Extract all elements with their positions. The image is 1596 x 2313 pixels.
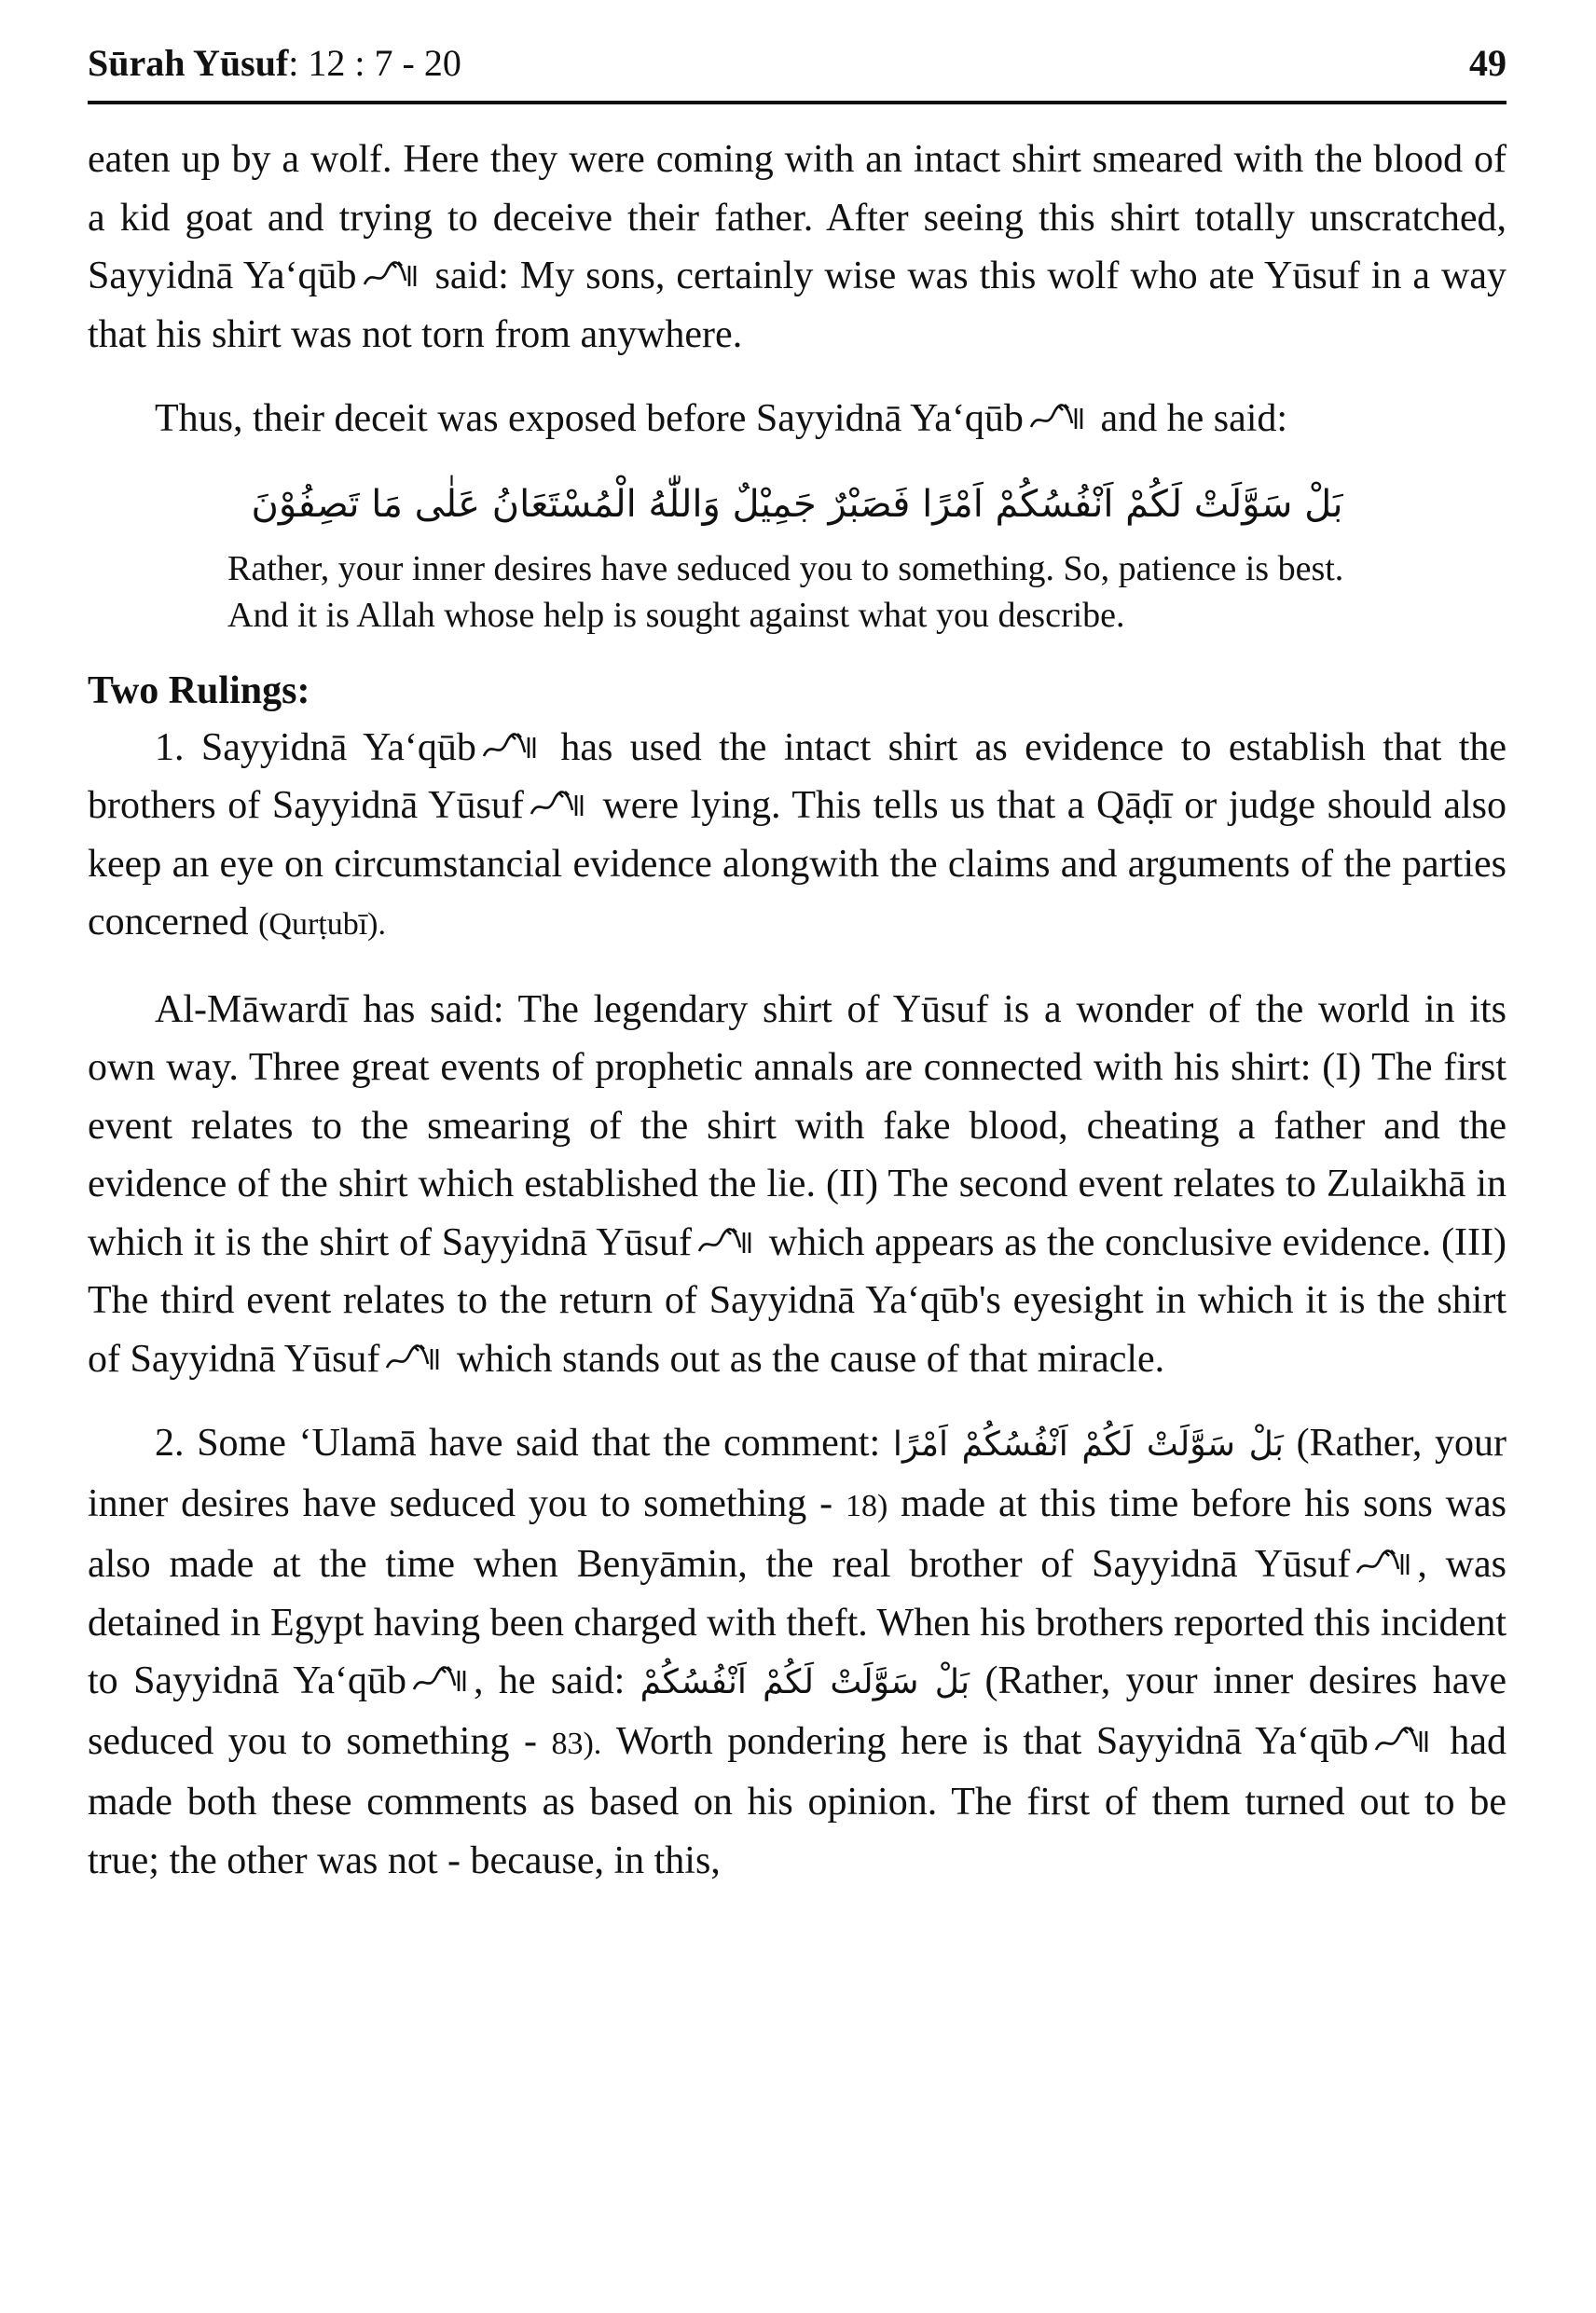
text-run: which stands out as the cause of that miracle.	[456, 1337, 1165, 1381]
text-run: Thus, their deceit was exposed before Sayyidnā Ya‘qūb	[155, 397, 1024, 440]
text-run: (Rather, your inner desires have seduced you to something -	[88, 1659, 1507, 1763]
text-run: were lying. This tells us that a Qāḍī or judge should also keep an eye on circumstancial evidence alongwith the claims and arguments of the parties concerned	[88, 784, 1507, 943]
running-header	[88, 41, 1507, 97]
verse-number: 83).	[551, 1726, 602, 1761]
salutation-glyph-icon	[480, 732, 540, 764]
section-heading: Two Rulings:	[88, 668, 310, 712]
paragraph-2	[88, 390, 1507, 448]
verse-translation: Rather, your inner desires have seduced you to something. So, patience is best. And it is Allah whose help is sought against what you describe.	[227, 548, 1344, 635]
text-run: , he said:	[473, 1659, 626, 1702]
salutation-glyph-icon	[695, 1227, 755, 1259]
paragraph-3	[88, 981, 1507, 1389]
text-run: which appears as the conclusive evidence. (III) The third event relates to the return of Sayyidnā Ya‘qūb's eyesight in which it is the shirt of Sayyidnā Yūsuf	[88, 1220, 1507, 1381]
verse-number: 18)	[845, 1488, 888, 1523]
text-run: said: My sons, certainly wise was this wolf who ate Yūsuf in a way that his shirt was not torn from anywhere.	[88, 255, 1507, 356]
salutation-glyph-icon	[1354, 1549, 1413, 1580]
text-run: 1. Sayyidnā Ya‘qūb	[155, 725, 476, 769]
salutation-glyph-icon	[361, 260, 420, 292]
salutation-glyph-icon	[1027, 403, 1087, 434]
text-run: eaten up by a wolf. Here they were coming with an intact shirt smeared with the blood of a kid goat and trying to deceive their father. After seeing this shirt totally unscratched, Sayyidnā Ya‘qūb	[88, 138, 1507, 297]
text-run: Worth pondering here is that Sayyidnā Ya‘qūb	[615, 1719, 1369, 1763]
page-number: 49	[1469, 42, 1507, 84]
text-run: , was detained in Egypt having been charged with theft. When his brothers reported this incident to Sayyidnā Ya‘qūb	[88, 1543, 1507, 1702]
text-run: made at this time before his sons was also made at the time when Benyāmin, the real brother of Sayyidnā Yūsuf	[88, 1481, 1507, 1586]
text-run: and he said:	[1100, 397, 1288, 440]
header-title	[88, 41, 461, 85]
paragraph-1	[88, 131, 1507, 364]
text-run: had made both these comments as based on his opinion. The first of them turned out to be true; the other was not - because, in this,	[88, 1719, 1507, 1882]
surah-name: Sūrah Yūsuf	[88, 42, 289, 84]
text-run: 2. Some ‘Ulamā have said that the comment:	[155, 1422, 881, 1465]
arabic-verse: بَلْ سَوَّلَتْ لَكُمْ اَنْفُسُكُمْ اَمْرًا فَصَبْرٌ جَمِيْلٌ وَاللّٰهُ الْمُسْتَعَانُ عَلٰى مَا تَصِفُوْنَ	[251, 482, 1343, 526]
text-run: has used the intact shirt as evidence to establish that the brothers of Sayyidnā Yūsuf	[88, 725, 1507, 827]
salutation-glyph-icon	[528, 790, 587, 821]
ruling-2	[88, 1414, 1507, 1890]
text-run: (Rather, your inner desires have seduced you to something -	[88, 1422, 1507, 1525]
salutation-glyph-icon	[383, 1343, 443, 1375]
citation: (Qurṭubī).	[258, 907, 386, 942]
header-rule	[88, 101, 1507, 104]
text-run: Al-Māwardī has said: The legendary shirt of Yūsuf is a wonder of the world in its own way. Three great events of prophetic annals are connected with his shirt: (I) The first event relates to the smearing of the shirt with fake blood, cheating a father and the evidence of the shirt which established the lie. (II) The second event relates to Zulaikhā in which it is the shirt of Sayyidnā Yūsuf	[88, 987, 1507, 1264]
inline-arabic: بَلْ سَوَّلَتْ لَكُمْ اَنْفُسُكُمْ	[640, 1663, 970, 1701]
verse-range: : 12 : 7 - 20	[288, 42, 461, 84]
salutation-glyph-icon	[410, 1665, 470, 1697]
inline-arabic: بَلْ سَوَّلَتْ لَكُمْ اَنْفُسُكُمْ اَمْرًا	[892, 1425, 1284, 1464]
ruling-1	[88, 719, 1507, 955]
page-body	[88, 131, 1507, 1890]
salutation-glyph-icon	[1372, 1726, 1432, 1757]
